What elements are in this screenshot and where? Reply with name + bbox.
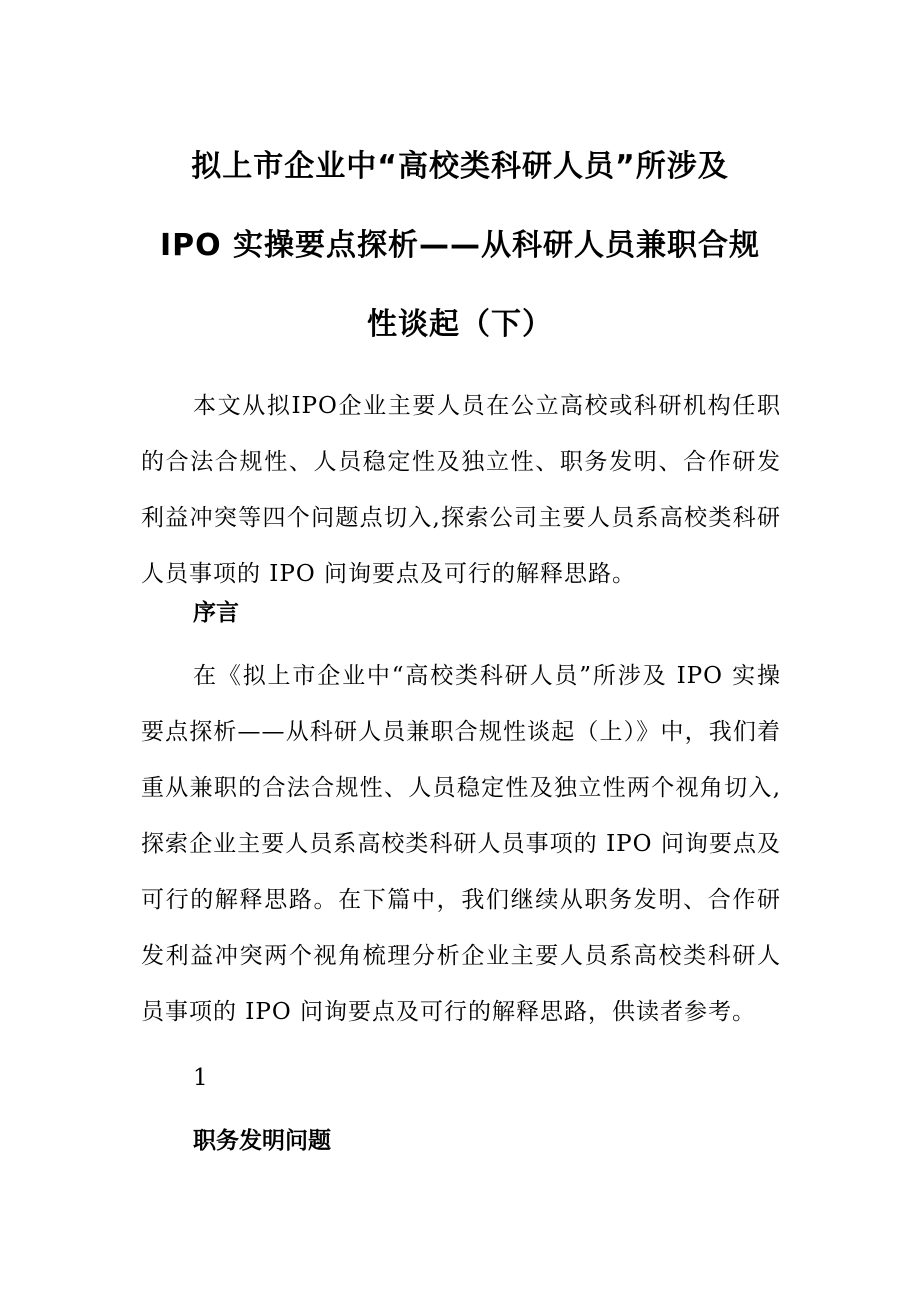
section-number: 1 [193, 1065, 208, 1091]
abstract-paragraph: 本文从拟IPO企业主要人员在公立高校或科研机构任职的合法合规性、人员稳定性及独立性、职务发明、合作研发利益冲突等四个问题点切入,探索公司主要人员系高校类科研人员事项的 IPO 问询要点及可行的解释思路。 [141, 393, 781, 587]
document-title-line-3: 性谈起（下） [367, 307, 553, 342]
document-title-line-2: IPO 实操要点探析——从科研人员兼职合规 [159, 228, 761, 263]
preface-heading: 序言 [193, 600, 239, 626]
section-heading: 职务发明问题 [193, 1128, 331, 1154]
preface-paragraph: 在《拟上市企业中“高校类科研人员”所涉及 IPO 实操要点探析——从科研人员兼职合规性谈起（上）》中，我们着重从兼职的合法合规性、人员稳定性及独立性两个视角切入,探索企业主要人员系高校类科研人员事项的 IPO 问询要点及可行的解释思路。在下篇中，我们继续从职务发明、合作研发利益冲突两个视角梳理分析企业主要人员系高校类科研人员事项的 IPO 问询要点及可行的解释思路，供读者参考。 [141, 663, 781, 1025]
document-title-line-1: 拟上市企业中“高校类科研人员”所涉及 [191, 149, 729, 184]
